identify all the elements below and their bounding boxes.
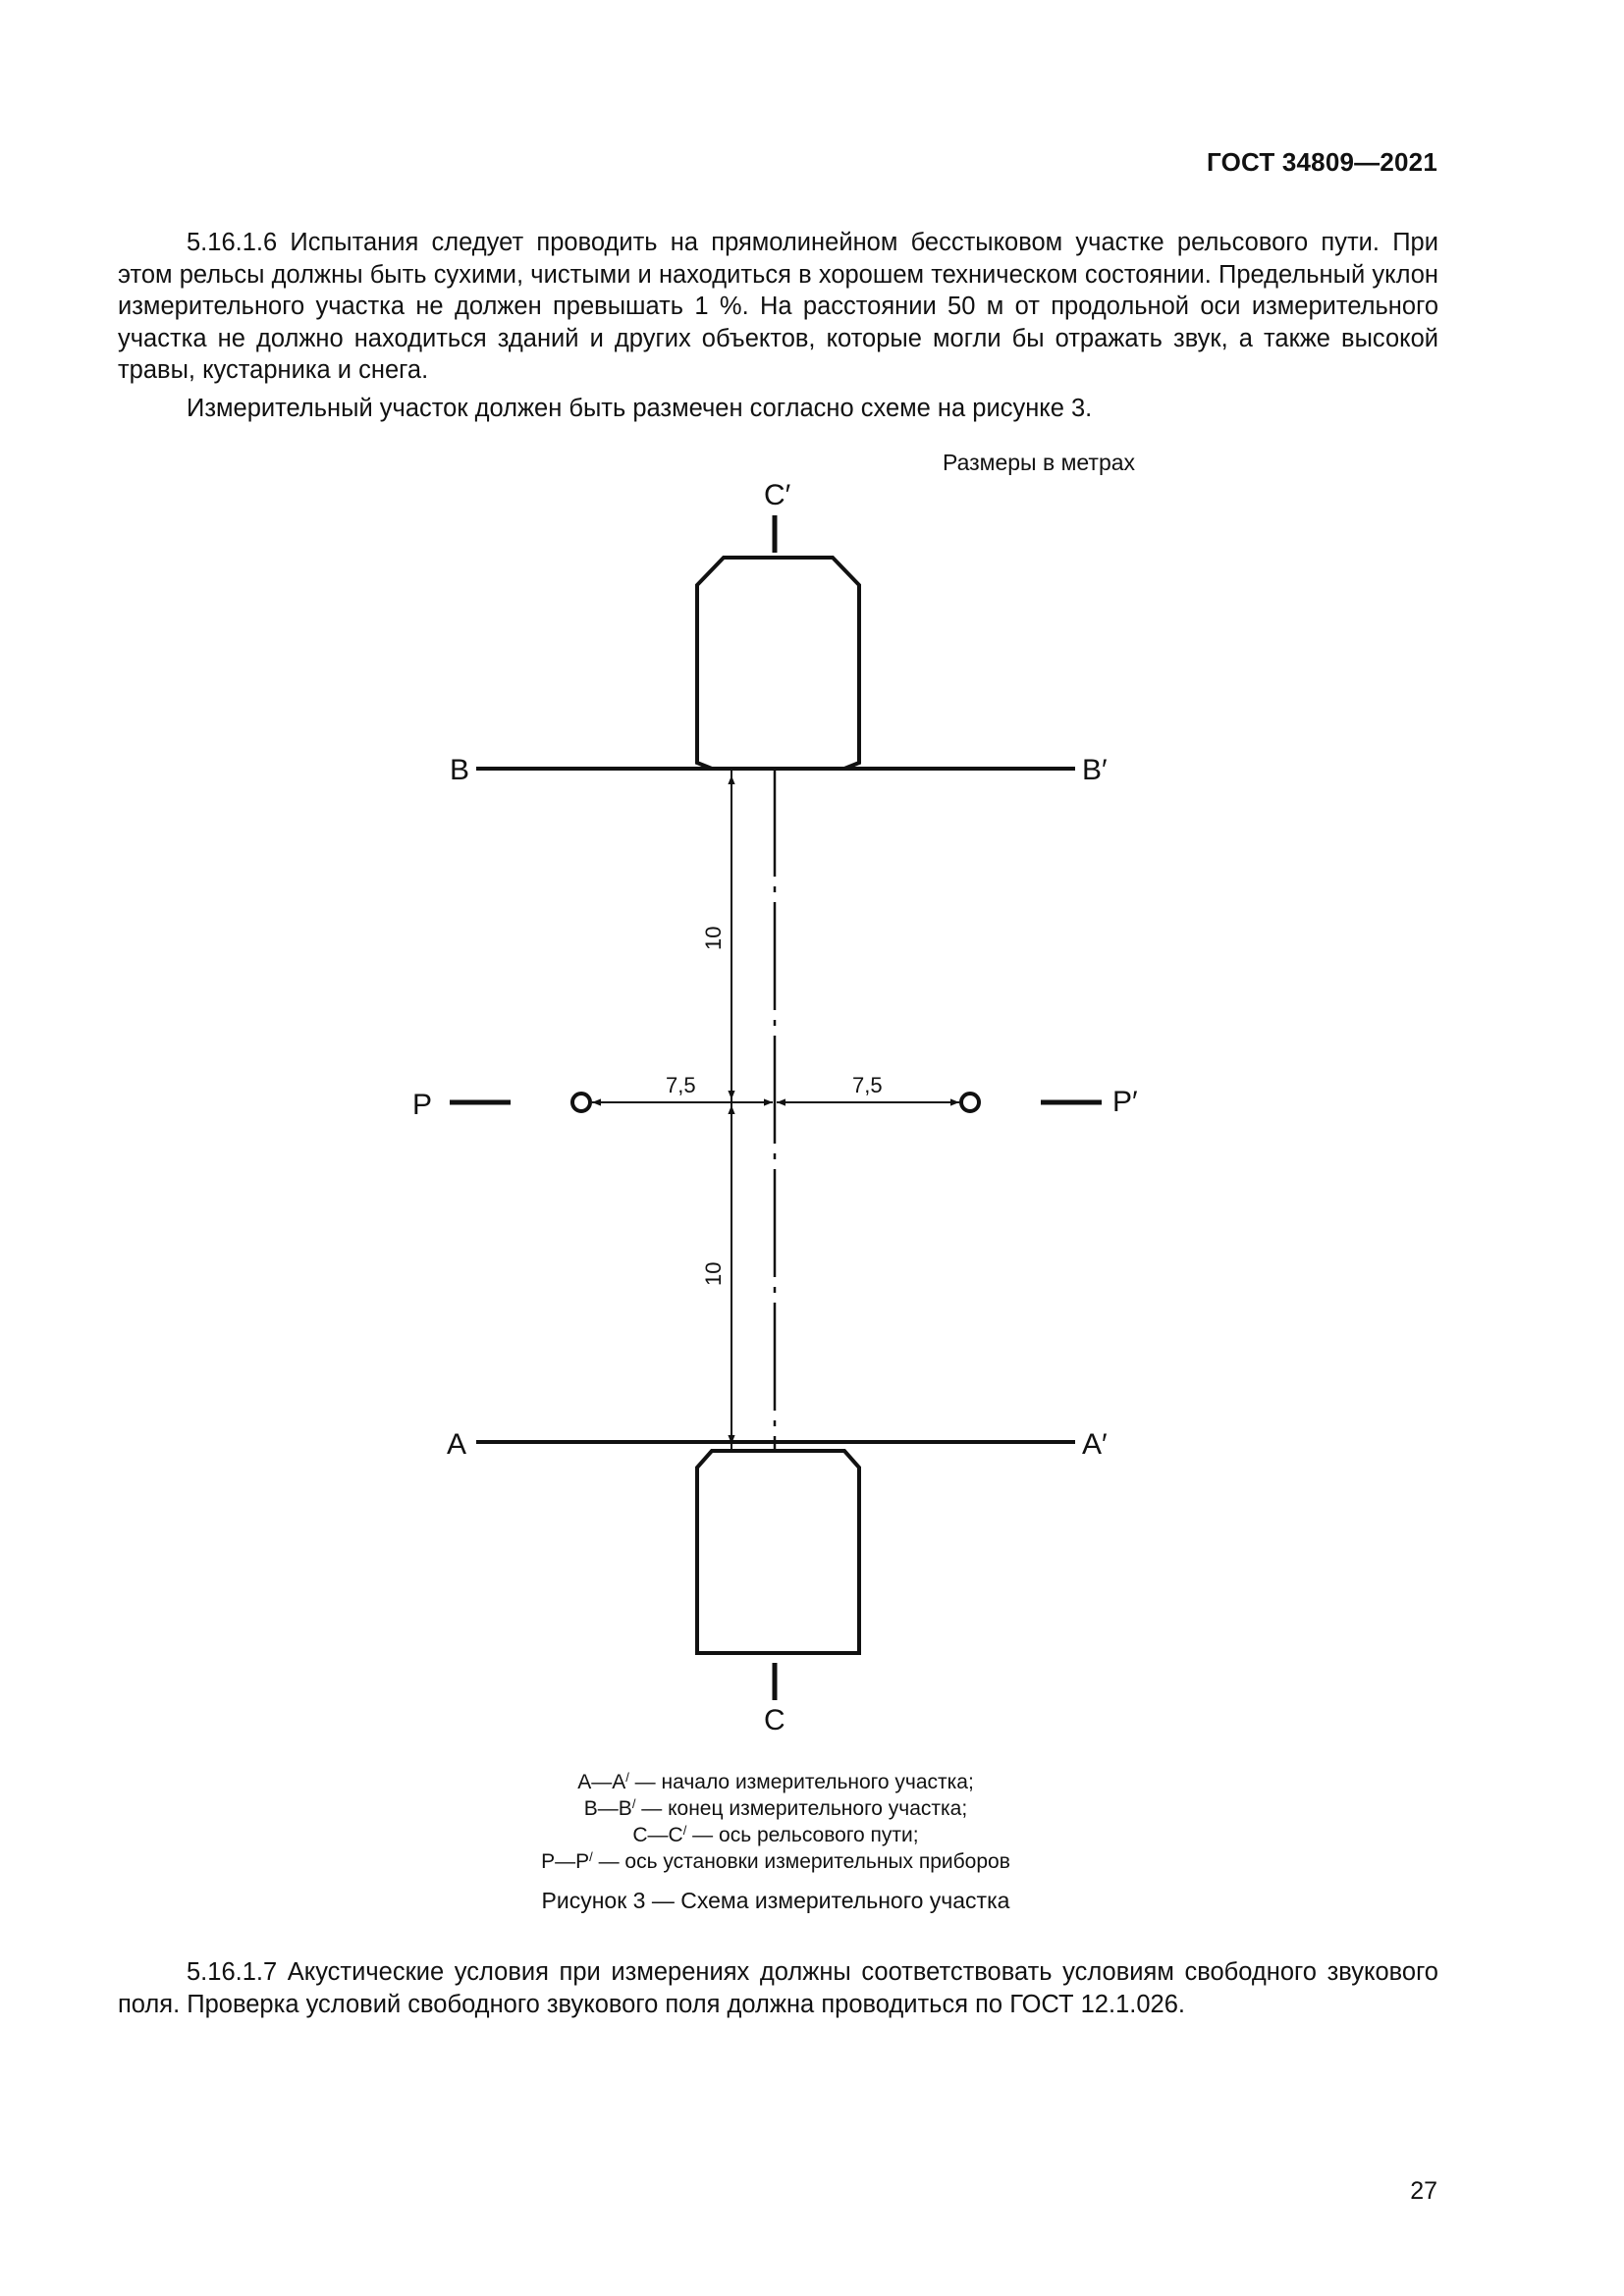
label-a: A [447,1428,467,1461]
lower-vehicle-outline [697,1451,859,1653]
units-note: Размеры в метрах [943,450,1136,475]
microphone-point-left [572,1094,590,1111]
right-horizontal-dimension-label: 7,5 [852,1073,883,1097]
legend-item-b: B—B/ — конец измерительного участка; [583,1796,968,1820]
legend-item-p: P—P/ — ось установки измерительных приборов [541,1849,1010,1873]
page-number: 27 [1410,2177,1437,2205]
paragraph-figure-reference: Измерительный участок должен быть размечен согласно схеме на рисунке 3. [187,395,1093,422]
left-horizontal-dimension-label: 7,5 [666,1073,696,1097]
label-b: B [450,754,470,786]
figure-legend [0,1769,1551,1875]
label-c-prime: C′ [764,479,791,511]
label-c: C [764,1704,785,1736]
upper-vertical-dimension-label: 10 [701,926,726,950]
paragraph-5-16-1-7: 5.16.1.7 Акустические условия при измерениях должны соответствовать условиям свободного звукового поля. Проверка условий свободного звукового поля должна проводиться по ГОСТ 12.1.026. [118,1958,1438,2018]
label-b-prime: B′ [1082,754,1108,786]
label-a-prime: A′ [1082,1428,1108,1461]
figure-caption: Рисунок 3 — Схема измерительного участка [541,1888,1010,1913]
legend-item-c: C—C/ — ось рельсового пути; [632,1823,919,1846]
microphone-point-right [961,1094,979,1111]
legend-item-a: A—A/ — начало измерительного участка; [577,1770,974,1793]
document-header: ГОСТ 34809—2021 [1207,147,1437,177]
lower-vertical-dimension-label: 10 [701,1261,726,1286]
label-p: P [412,1089,433,1121]
label-p-prime: P′ [1112,1086,1138,1118]
upper-vehicle-outline [697,558,859,769]
paragraph-5-16-1-6: 5.16.1.6 Испытания следует проводить на прямолинейном бесстыковом участке рельсового пути. При этом рельсы должны быть сухими, чистыми и находиться в хорошем техническом состоянии. Предельный уклон измерительного участка не должен превышать 1 %. На расстоянии 50 м от продольной оси измерительного участка не должно находиться зданий и других объектов, которые могли бы отражать звук, а также высокой травы, кустарника и снега. [118,229,1438,384]
